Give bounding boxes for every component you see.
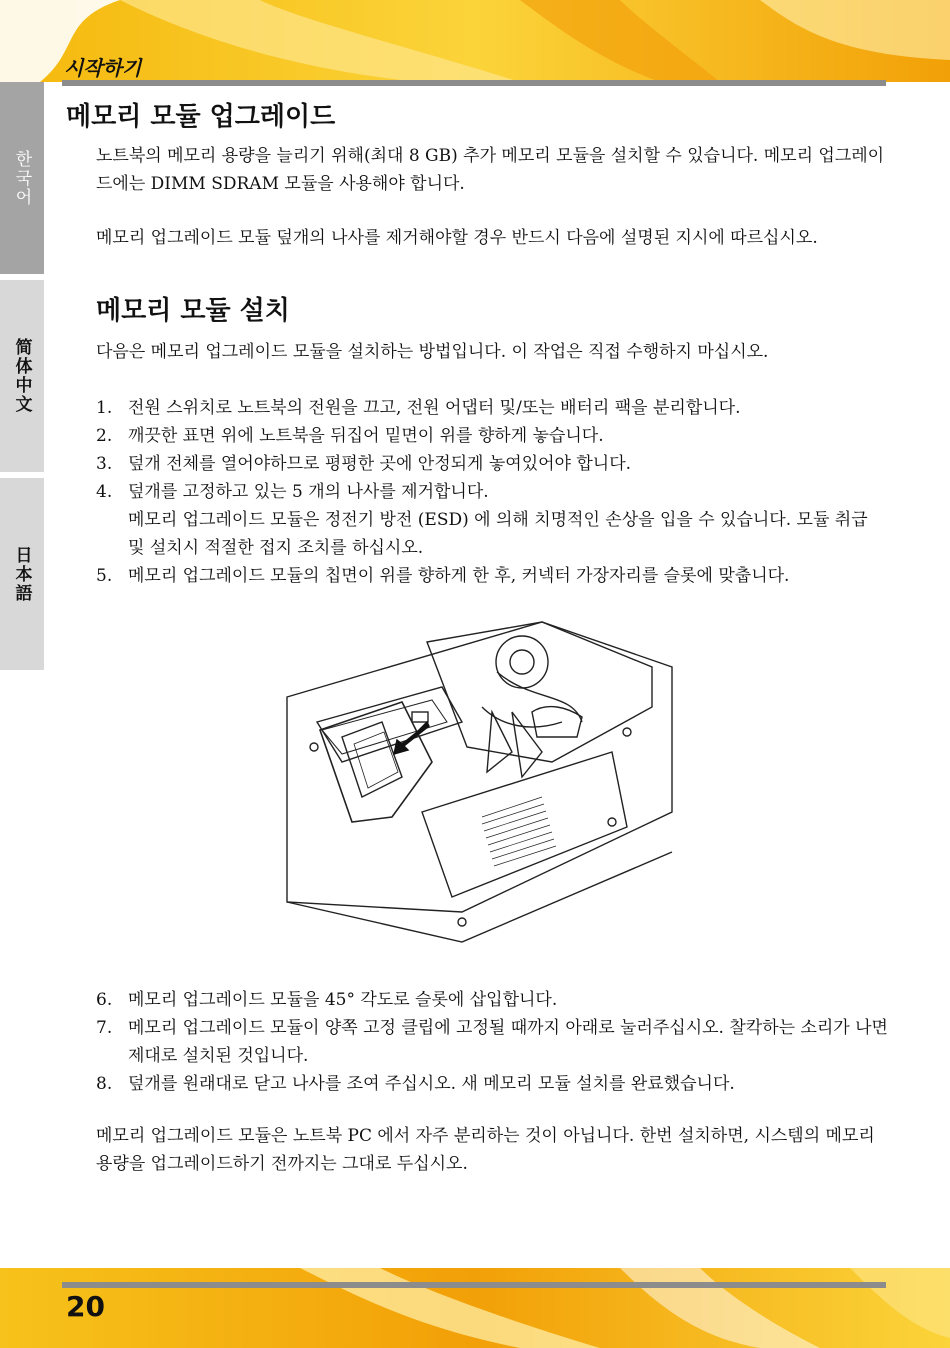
- install-intro: 다음은 메모리 업그레이드 모듈을 설치하는 방법입니다. 이 작업은 직접 수행하지 마십시오.: [96, 342, 769, 362]
- subsection-title: 메모리 모듈 설치: [96, 296, 290, 326]
- footer-rule: [62, 1282, 886, 1288]
- tab-chinese-label: 简体中文: [11, 338, 32, 414]
- footer-band: [0, 1268, 950, 1348]
- step-number: 3.: [96, 454, 113, 474]
- laptop-underside-illustration: [282, 612, 682, 972]
- list-item: [96, 394, 888, 422]
- tab-chinese[interactable]: [0, 280, 44, 472]
- footer-swirl-graphic: [0, 1268, 950, 1348]
- step-number: 6.: [96, 990, 113, 1010]
- install-steps-list: [96, 394, 888, 590]
- list-item: [96, 1070, 888, 1098]
- step-number: 1.: [96, 398, 113, 418]
- list-item: [96, 1014, 888, 1070]
- step-text: 깨끗한 표면 위에 노트북을 뒤집어 밑면이 위를 향하게 놓습니다.: [128, 426, 604, 446]
- section-title: 메모리 모듈 업그레이드: [66, 102, 336, 132]
- tab-japanese[interactable]: [0, 478, 44, 670]
- intro-paragraph-2: 메모리 업그레이드 모듈 덮개의 나사를 제거해야할 경우 반드시 다음에 설명된 지시에 따르십시오.: [96, 228, 818, 248]
- step-text: 덮개 전체를 열어야하므로 평평한 곳에 안정되게 놓여있어야 합니다.: [128, 454, 632, 474]
- tab-korean-label: 한국어: [11, 149, 32, 207]
- closing-paragraph: 메모리 업그레이드 모듈은 노트북 PC 에서 자주 분리하는 것이 아닙니다. 한번 설치하면, 시스템의 메모리 용량을 업그레이드하기 전까지는 그대로 두십시오.: [96, 1126, 875, 1174]
- step-text: 전원 스위치로 노트북의 전원을 끄고, 전원 어댑터 및/또는 배터리 팩을 분리합니다.: [128, 398, 741, 418]
- step-number: 2.: [96, 426, 113, 446]
- step-number: 5.: [96, 566, 113, 586]
- memory-slot-diagram: [282, 612, 682, 972]
- header-swirl-graphic: [0, 0, 950, 82]
- install-steps-list-continued: [96, 986, 888, 1098]
- header-band: [0, 0, 950, 82]
- list-item: [96, 450, 888, 478]
- esd-warning-note: 메모리 업그레이드 모듈은 정전기 방전 (ESD) 에 의해 치명적인 손상을 입을 수 있습니다. 모듈 취급 및 설치시 적절한 접지 조치를 하십시오.: [128, 510, 868, 558]
- page-header-title: 시작하기: [64, 56, 142, 80]
- list-item: [96, 562, 888, 590]
- step-number: 4.: [96, 482, 113, 502]
- step-text: 메모리 업그레이드 모듈을 45° 각도로 슬롯에 삽입합니다.: [128, 990, 558, 1010]
- tab-japanese-label: 日本語: [11, 545, 32, 603]
- step-text: 메모리 업그레이드 모듈의 칩면이 위를 향하게 한 후, 커넥터 가장자리를 슬롯에 맞춥니다.: [128, 566, 790, 586]
- step-text: 덮개를 원래대로 닫고 나사를 조여 주십시오. 새 메모리 모듈 설치를 완료했습니다.: [128, 1074, 735, 1094]
- step-number: 7.: [96, 1018, 113, 1038]
- step-number: 8.: [96, 1074, 113, 1094]
- list-item: [96, 986, 888, 1014]
- step-text: 메모리 업그레이드 모듈이 양쪽 고정 클립에 고정될 때까지 아래로 눌러주십시오. 찰칵하는 소리가 나면 제대로 설치된 것입니다.: [128, 1018, 888, 1066]
- tab-korean[interactable]: [0, 82, 44, 274]
- page-number: 20: [66, 1290, 105, 1323]
- intro-paragraph-1: 노트북의 메모리 용량을 늘리기 위해(최대 8 GB) 추가 메모리 모듈을 설치할 수 있습니다. 메모리 업그레이드에는 DIMM SDRAM 모듈을 사용해야 합니다.: [96, 146, 885, 194]
- list-item: [96, 478, 888, 506]
- header-rule: [62, 80, 886, 86]
- step-text: 덮개를 고정하고 있는 5 개의 나사를 제거합니다.: [128, 482, 489, 502]
- list-item: [96, 422, 888, 450]
